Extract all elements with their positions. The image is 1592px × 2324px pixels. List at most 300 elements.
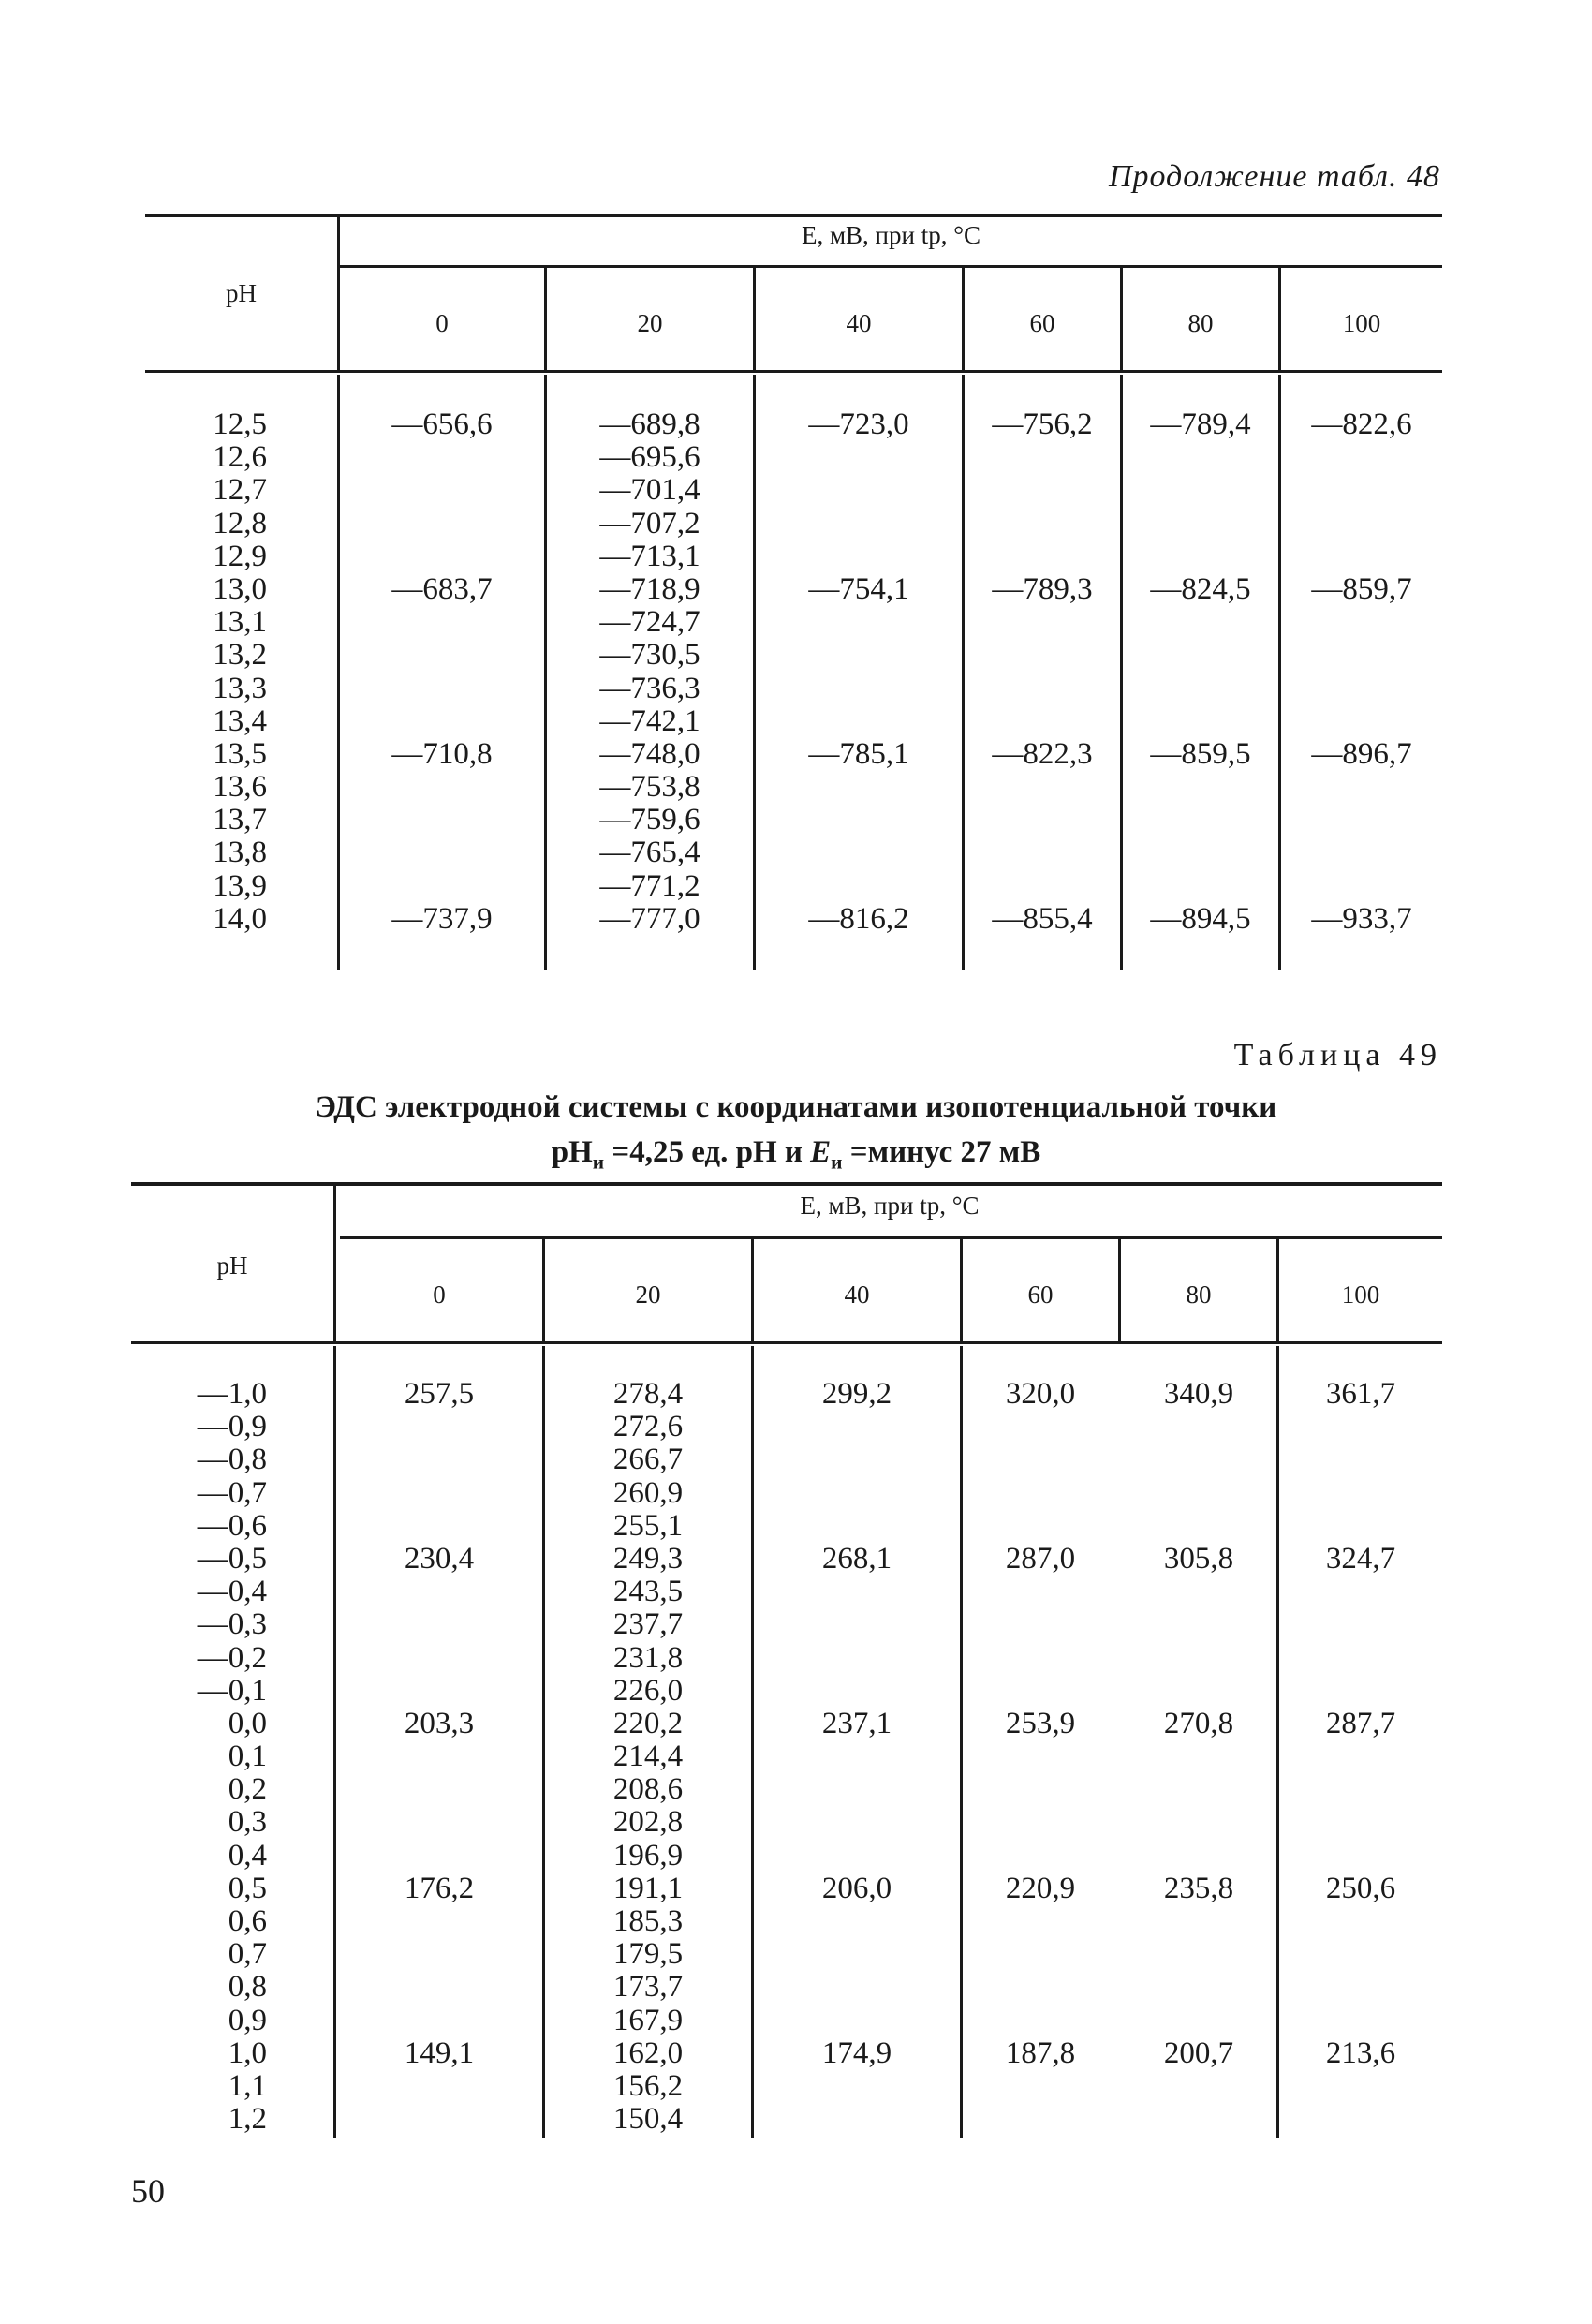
table-cell: —0,5	[197, 1541, 267, 1576]
table-cell	[1279, 1905, 1442, 1938]
table-cell: 0,3	[228, 1805, 267, 1840]
table-cell: —718,9	[599, 571, 700, 606]
table-cell	[754, 1576, 960, 1608]
table-cell	[963, 1510, 1118, 1543]
table-cell: —789,3	[992, 571, 1093, 606]
table-cell	[1123, 771, 1278, 804]
table-cell	[963, 1905, 1118, 1938]
table48-temp-header: 100	[1342, 309, 1381, 337]
table-cell: 0,9	[228, 2003, 267, 2037]
table-cell	[336, 1411, 542, 1443]
table48-col-t100	[1281, 408, 1442, 936]
table-cell: 361,7	[1325, 1377, 1396, 1411]
table-cell	[756, 673, 962, 705]
table-cell	[1121, 1806, 1276, 1839]
table-cell: 203,3	[404, 1706, 475, 1740]
table-cell: 176,2	[404, 1871, 475, 1905]
table-cell: 1,2	[228, 2102, 267, 2137]
table-cell: 250,6	[1325, 1871, 1396, 1905]
table-cell: —724,7	[599, 605, 700, 640]
table-cell: 179,5	[612, 1937, 684, 1972]
table-cell: 13,0	[213, 571, 267, 606]
table48-col-t20	[547, 408, 753, 936]
table-cell	[336, 1477, 542, 1510]
table49-header-rule	[131, 1341, 1442, 1344]
table48-temp-header: 60	[1029, 309, 1055, 337]
table-cell	[754, 1608, 960, 1641]
table-cell: 287,0	[1005, 1541, 1076, 1576]
table-cell	[963, 2005, 1118, 2037]
table-cell: 0,6	[228, 1904, 267, 1938]
table-cell	[340, 705, 544, 738]
table-cell	[1279, 1938, 1442, 1971]
table-cell: —723,0	[808, 407, 909, 441]
table-cell: —859,5	[1150, 736, 1251, 771]
table-cell: 12,8	[213, 506, 267, 540]
table-cell	[963, 1773, 1118, 1806]
table-cell	[754, 1443, 960, 1476]
table-cell	[754, 1740, 960, 1773]
table-cell: —933,7	[1311, 901, 1412, 936]
table-cell	[754, 1773, 960, 1806]
table-cell	[965, 540, 1120, 573]
table-cell: 200,7	[1163, 2035, 1234, 2070]
table-cell	[336, 2070, 542, 2103]
table-cell	[340, 804, 544, 836]
table-cell	[1281, 771, 1442, 804]
table-cell: —754,1	[808, 571, 909, 606]
table-cell: 12,7	[213, 473, 267, 508]
table-cell	[1121, 1477, 1276, 1510]
table-cell: 255,1	[612, 1508, 684, 1543]
table-cell	[1279, 1443, 1442, 1476]
table-cell	[754, 1675, 960, 1708]
table-cell: 253,9	[1005, 1706, 1076, 1740]
table48-col-ph	[145, 408, 267, 936]
table-cell: —765,4	[599, 836, 700, 870]
table-cell	[756, 870, 962, 903]
table-cell	[1281, 870, 1442, 903]
table49-label: Таблица 49	[1233, 1038, 1442, 1073]
table49-temp-header: 0	[433, 1280, 446, 1309]
table-cell	[756, 606, 962, 639]
table-cell	[756, 441, 962, 474]
table-cell: —816,2	[808, 901, 909, 936]
table-cell	[1121, 1443, 1276, 1476]
table-cell: —1,0	[197, 1377, 267, 1411]
table-cell	[1279, 1411, 1442, 1443]
table-cell	[336, 1938, 542, 1971]
table-cell	[756, 804, 962, 836]
table49-col-t40	[754, 1378, 960, 2136]
table-cell: —0,4	[197, 1575, 267, 1609]
table49-temp-header: 100	[1341, 1280, 1380, 1309]
table49-col-t80	[1121, 1378, 1276, 2136]
table-cell: —771,2	[599, 868, 700, 903]
table-cell	[1121, 1608, 1276, 1641]
table-cell	[340, 508, 544, 540]
table-cell: —683,7	[391, 571, 493, 606]
table-cell	[963, 1477, 1118, 1510]
table-cell	[754, 1477, 960, 1510]
table-cell: 13,2	[213, 638, 267, 673]
table-cell	[1123, 606, 1278, 639]
table49-temp-header: 80	[1186, 1280, 1212, 1309]
table-cell	[336, 1576, 542, 1608]
table-cell	[1123, 705, 1278, 738]
table-cell	[1281, 540, 1442, 573]
table-cell	[1279, 1971, 1442, 2004]
table-cell: 173,7	[612, 1970, 684, 2005]
table-cell: 174,9	[821, 2035, 892, 2070]
table-cell: —695,6	[599, 440, 700, 475]
table-cell: 13,1	[213, 605, 267, 640]
table-cell: 299,2	[821, 1377, 892, 1411]
table-cell	[965, 804, 1120, 836]
table-cell	[1123, 673, 1278, 705]
table48-row-header: pH	[226, 279, 257, 307]
table48-temp-header: 40	[846, 309, 872, 337]
page-number: 50	[131, 2172, 165, 2210]
table-cell: 196,9	[612, 1838, 684, 1873]
table-cell: —756,2	[992, 407, 1093, 441]
table-cell	[1123, 441, 1278, 474]
table-cell: 266,7	[612, 1443, 684, 1477]
table-cell	[754, 1806, 960, 1839]
table-cell: —742,1	[599, 703, 700, 738]
table-cell	[965, 508, 1120, 540]
table-cell: 260,9	[612, 1475, 684, 1510]
table-cell	[336, 1740, 542, 1773]
table-cell: —701,4	[599, 473, 700, 508]
table-cell	[1281, 705, 1442, 738]
table-cell: 231,8	[612, 1640, 684, 1675]
table-cell: 249,3	[612, 1541, 684, 1576]
table-cell: 320,0	[1005, 1377, 1076, 1411]
table-cell: 278,4	[612, 1377, 684, 1411]
table-cell: 220,9	[1005, 1871, 1076, 1905]
table-cell	[754, 1905, 960, 1938]
table-cell: —859,7	[1311, 571, 1412, 606]
table-cell	[754, 1411, 960, 1443]
table-cell	[336, 1642, 542, 1675]
table-cell: 149,1	[404, 2035, 475, 2070]
table-cell	[965, 474, 1120, 507]
table-cell	[1123, 836, 1278, 869]
table49-vrule	[333, 1186, 336, 1341]
table-cell	[1281, 441, 1442, 474]
table-cell: 14,0	[213, 901, 267, 936]
table-cell: 243,5	[612, 1575, 684, 1609]
table48-col-t40	[756, 408, 962, 936]
table-cell	[1123, 639, 1278, 672]
table-cell: —855,4	[992, 901, 1093, 936]
table-cell: 150,4	[612, 2102, 684, 2137]
table-cell: —748,0	[599, 736, 700, 771]
table-cell: 1,1	[228, 2068, 267, 2103]
table-cell: —0,2	[197, 1640, 267, 1675]
table-cell: —822,6	[1311, 407, 1412, 441]
table-cell	[965, 771, 1120, 804]
table-cell	[1121, 1773, 1276, 1806]
table-cell	[963, 1971, 1118, 2004]
table-cell	[965, 639, 1120, 672]
table-cell	[756, 836, 962, 869]
table-cell	[336, 1905, 542, 1938]
table-cell	[756, 771, 962, 804]
table-cell	[1121, 1740, 1276, 1773]
table49-temp-header: 40	[844, 1280, 870, 1309]
table-cell	[340, 673, 544, 705]
table-cell	[1279, 1642, 1442, 1675]
table-cell: 206,0	[821, 1871, 892, 1905]
table-cell: 272,6	[612, 1410, 684, 1444]
table-cell: 0,7	[228, 1937, 267, 1972]
table49-col-t20	[545, 1378, 751, 2136]
table-cell	[754, 2005, 960, 2037]
table49-col-t100	[1279, 1378, 1442, 2136]
table-cell: 213,6	[1325, 2035, 1396, 2070]
table-cell: 13,6	[213, 770, 267, 805]
table-cell	[1279, 2103, 1442, 2136]
table-cell	[963, 1806, 1118, 1839]
table-cell: —713,1	[599, 539, 700, 573]
table-cell	[1121, 1411, 1276, 1443]
table48-col-t0	[340, 408, 544, 936]
table-cell: 268,1	[821, 1541, 892, 1576]
table-cell	[754, 1510, 960, 1543]
table-cell: 220,2	[612, 1706, 684, 1740]
table49-temp-header: 20	[635, 1280, 661, 1309]
table-cell	[756, 639, 962, 672]
table-cell	[1279, 1477, 1442, 1510]
table-cell: —824,5	[1150, 571, 1251, 606]
table-cell	[754, 1971, 960, 2004]
table-cell	[1281, 836, 1442, 869]
table-cell: 12,9	[213, 539, 267, 573]
table-cell	[1123, 870, 1278, 903]
table-cell: —753,8	[599, 770, 700, 805]
table-cell	[336, 1773, 542, 1806]
table-cell	[754, 1840, 960, 1873]
table-cell	[963, 1443, 1118, 1476]
table-cell	[336, 1510, 542, 1543]
table49-temp-header: 60	[1027, 1280, 1054, 1309]
table-cell	[336, 1840, 542, 1873]
table-cell: 13,9	[213, 868, 267, 903]
continuation-label: Продолжение табл. 48	[1108, 159, 1440, 194]
table-cell	[340, 441, 544, 474]
table-cell	[336, 1806, 542, 1839]
table-cell	[1279, 2005, 1442, 2037]
table-cell	[1121, 2005, 1276, 2037]
table49-row-header: pH	[216, 1251, 248, 1280]
table-cell	[1121, 1675, 1276, 1708]
table-cell	[1123, 508, 1278, 540]
table-cell: —759,6	[599, 803, 700, 837]
table-cell	[340, 836, 544, 869]
table-cell	[1279, 1576, 1442, 1608]
table-cell	[965, 870, 1120, 903]
table-cell: —822,3	[992, 736, 1093, 771]
table-cell	[336, 2103, 542, 2136]
table-cell: 162,0	[612, 2035, 684, 2070]
table-cell	[965, 836, 1120, 869]
table-cell	[965, 606, 1120, 639]
table48-temp-header: 0	[435, 309, 449, 337]
table-cell	[336, 1443, 542, 1476]
table-cell: 257,5	[404, 1377, 475, 1411]
table-cell	[1281, 804, 1442, 836]
table-cell	[1279, 1773, 1442, 1806]
table-cell: 191,1	[612, 1871, 684, 1905]
table-cell: —0,1	[197, 1673, 267, 1708]
table-cell: 0,1	[228, 1739, 267, 1774]
table-cell	[1281, 606, 1442, 639]
table-cell: 167,9	[612, 2003, 684, 2037]
table-cell	[1121, 1576, 1276, 1608]
table-cell: 13,4	[213, 703, 267, 738]
table-cell	[1281, 639, 1442, 672]
table-cell	[340, 639, 544, 672]
table-cell: 13,3	[213, 671, 267, 705]
table-cell	[340, 870, 544, 903]
table48-span-header: E, мВ, при tр, °С	[801, 221, 981, 249]
table-cell: 235,8	[1163, 1871, 1234, 1905]
table-cell	[963, 1576, 1118, 1608]
table-cell: 12,6	[213, 440, 267, 475]
table-cell: —737,9	[391, 901, 493, 936]
table-cell: —656,6	[391, 407, 493, 441]
table-cell	[340, 606, 544, 639]
table-cell: 0,0	[228, 1706, 267, 1740]
table-cell	[1121, 1510, 1276, 1543]
table-cell	[1279, 1840, 1442, 1873]
table-cell	[336, 2005, 542, 2037]
table-cell	[340, 540, 544, 573]
table-cell: —710,8	[391, 736, 493, 771]
table-cell	[1121, 2070, 1276, 2103]
table49-span-header: E, мВ, при tр, °С	[800, 1192, 980, 1220]
table48-temp-header: 80	[1187, 309, 1214, 337]
table-cell	[1279, 1806, 1442, 1839]
table-cell: 237,1	[821, 1706, 892, 1740]
table-cell: 214,4	[612, 1739, 684, 1774]
table-cell	[1121, 1905, 1276, 1938]
table-cell: —730,5	[599, 638, 700, 673]
table-cell	[756, 540, 962, 573]
table-cell: —0,8	[197, 1443, 267, 1477]
table-cell: 0,5	[228, 1871, 267, 1905]
table-cell	[963, 1675, 1118, 1708]
table-cell	[1121, 1971, 1276, 2004]
table-cell: 287,7	[1325, 1706, 1396, 1740]
table-cell: 230,4	[404, 1541, 475, 1576]
table-cell: 185,3	[612, 1904, 684, 1938]
table-cell	[336, 1971, 542, 2004]
table-cell: 187,8	[1005, 2035, 1076, 2070]
table-cell	[963, 2103, 1118, 2136]
table48-col-t60	[965, 408, 1120, 936]
table-cell: 13,7	[213, 803, 267, 837]
table-cell	[963, 2070, 1118, 2103]
table-cell: —894,5	[1150, 901, 1251, 936]
table49-title-line2: $pH_и =4,25$ ед. pH и $E_и$ =минус 27 мВ	[551, 1135, 1041, 1174]
table-cell	[963, 1642, 1118, 1675]
table-cell: —689,8	[599, 407, 700, 441]
table-cell	[336, 1608, 542, 1641]
table-cell: —707,2	[599, 506, 700, 540]
table48-span-rule	[340, 265, 1442, 268]
table-cell	[1121, 1642, 1276, 1675]
table-cell: 202,8	[612, 1805, 684, 1840]
table-cell: 305,8	[1163, 1541, 1234, 1576]
table-cell: 0,8	[228, 1970, 267, 2005]
table-cell: —0,7	[197, 1475, 267, 1510]
table-cell	[754, 1642, 960, 1675]
table-cell: 270,8	[1163, 1706, 1234, 1740]
table-cell	[754, 1938, 960, 1971]
table-cell: 156,2	[612, 2068, 684, 2103]
table49-title-line1: ЭДС электродной системы с координатами изопотенциальной точки	[315, 1090, 1277, 1124]
table48-col-t80	[1123, 408, 1278, 936]
table49-top-rule	[131, 1182, 1442, 1186]
table-cell: 13,8	[213, 836, 267, 870]
table-cell: —896,7	[1311, 736, 1412, 771]
table-cell	[1121, 1840, 1276, 1873]
table-cell: 1,0	[228, 2035, 267, 2070]
table49-col-t0	[336, 1378, 542, 2136]
table-cell	[965, 441, 1120, 474]
table-cell	[340, 474, 544, 507]
table-cell	[1123, 474, 1278, 507]
table-cell	[754, 2103, 960, 2136]
table-cell: 208,6	[612, 1772, 684, 1807]
table-cell	[336, 1675, 542, 1708]
table-cell	[1121, 2103, 1276, 2136]
table48-temp-header: 20	[637, 309, 663, 337]
table-cell: 226,0	[612, 1673, 684, 1708]
table-cell: 0,2	[228, 1772, 267, 1807]
table-cell	[1123, 540, 1278, 573]
table-cell: —789,4	[1150, 407, 1251, 441]
table-cell	[1121, 1938, 1276, 1971]
table-cell: 13,5	[213, 736, 267, 771]
table-cell: 324,7	[1325, 1541, 1396, 1576]
table-cell	[963, 1740, 1118, 1773]
table-cell: —0,6	[197, 1508, 267, 1543]
table-cell	[963, 1840, 1118, 1873]
table-cell	[1281, 474, 1442, 507]
table-cell: —777,0	[599, 901, 700, 936]
table-cell	[963, 1411, 1118, 1443]
table-cell: —736,3	[599, 671, 700, 705]
table-cell	[965, 705, 1120, 738]
table-cell: 12,5	[213, 407, 267, 441]
table-cell	[1279, 1608, 1442, 1641]
table-cell	[340, 771, 544, 804]
table-cell	[756, 508, 962, 540]
table-cell: —0,9	[197, 1410, 267, 1444]
table-cell	[754, 2070, 960, 2103]
table49-col-t60	[963, 1378, 1118, 2136]
table49-col-ph	[131, 1378, 267, 2136]
table-cell	[963, 1938, 1118, 1971]
table-cell: —785,1	[808, 736, 909, 771]
table-cell: 237,7	[612, 1607, 684, 1642]
table-cell	[1281, 673, 1442, 705]
table48-header-rule	[145, 370, 1442, 373]
